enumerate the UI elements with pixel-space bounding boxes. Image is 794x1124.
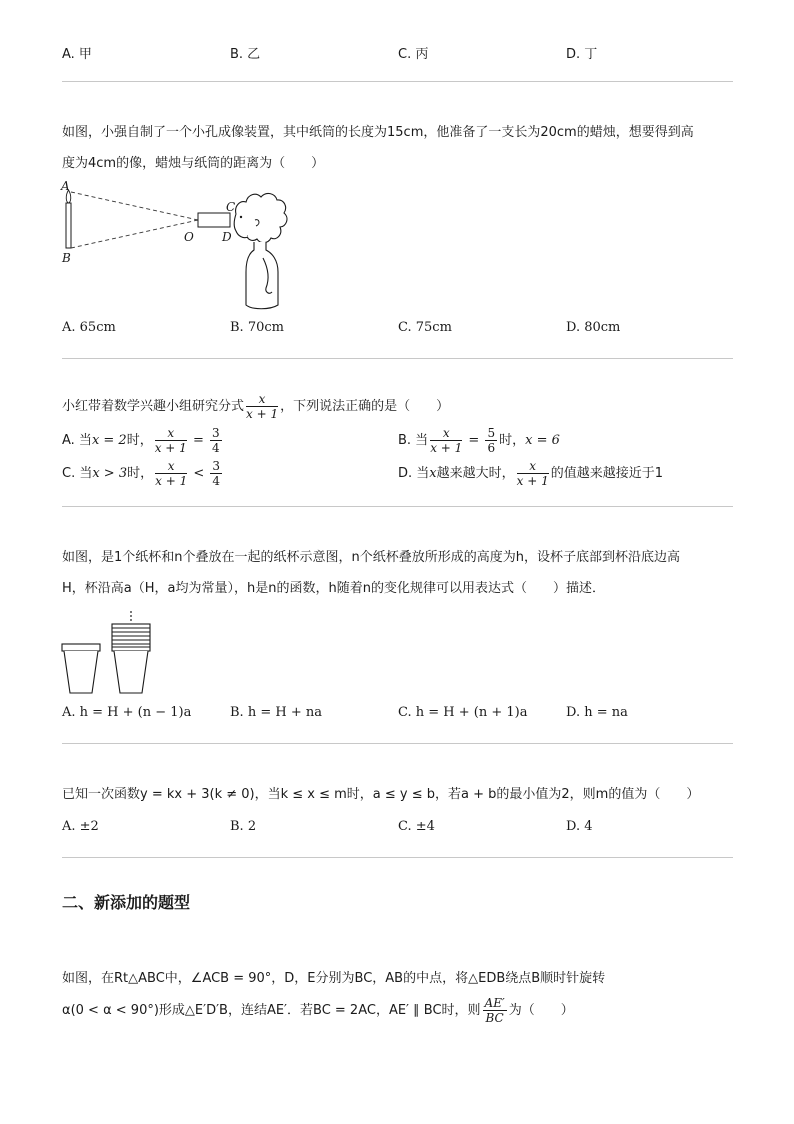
vertical-ellipsis-icon xyxy=(130,611,132,621)
fraction-x-over-x-plus-1 xyxy=(155,427,187,454)
divider xyxy=(62,857,733,858)
option-condition: x = 2 xyxy=(91,433,127,448)
label-C: C xyxy=(226,200,236,214)
q1-option-c: C. 75cm xyxy=(398,320,452,335)
fraction-3-4 xyxy=(210,460,222,487)
frac-denominator: x + 1 xyxy=(154,441,187,455)
q2-stem xyxy=(62,393,449,420)
boy-eye xyxy=(240,216,242,218)
q5-line2-post: 为（ ） xyxy=(508,1003,574,1018)
q4-option-d: D. 4 xyxy=(566,819,593,834)
option-relation: = xyxy=(464,433,484,448)
frac-denominator: BC xyxy=(485,1011,504,1025)
frac-numerator: 3 xyxy=(212,459,221,473)
option-mid: 时， xyxy=(126,433,153,448)
q5-stem-line2 xyxy=(62,997,574,1024)
option-variable: x xyxy=(429,466,437,481)
frac-denominator: x + 1 xyxy=(516,474,549,488)
option-mid: 时， xyxy=(499,433,526,448)
q1-stem-line2: 度为4cm的像，蜡烛与纸筒的距离为（ ） xyxy=(62,156,325,171)
ray-bottom xyxy=(71,220,198,248)
frac-numerator: 3 xyxy=(211,426,220,440)
label-D: D xyxy=(222,230,232,244)
option-relation: < xyxy=(189,466,209,481)
q2-option-c xyxy=(62,460,224,487)
q2-option-a xyxy=(62,427,224,454)
q3-option-a: A. h = H + (n − 1)a xyxy=(62,705,192,720)
fraction-x-over-x-plus-1 xyxy=(517,460,549,487)
fraction-x-over-x-plus-1 xyxy=(430,427,462,454)
q2-stem-pre: 小红带着数学兴趣小组研究分式 xyxy=(62,399,245,414)
q1-option-d: D. 80cm xyxy=(566,320,621,335)
q0-option-c: C. 丙 xyxy=(398,47,429,62)
frac-denominator: x + 1 xyxy=(246,407,279,421)
divider xyxy=(62,81,733,82)
label-B: B xyxy=(62,251,71,265)
q1-stem-line1: 如图，小强自制了一个小孔成像装置，其中纸筒的长度为15cm，他准备了一支长为20cm的蜡烛，想要得到高 xyxy=(62,125,694,140)
frac-denominator: x + 1 xyxy=(155,474,188,488)
option-post: 的值越来越接近于1 xyxy=(550,466,664,481)
q3-option-b: B. h = H + na xyxy=(230,705,322,720)
q2-option-b xyxy=(398,427,560,454)
q2-stem-post: ，下列说法正确的是（ ） xyxy=(280,399,450,414)
frac-numerator: x xyxy=(517,460,549,474)
frac-numerator: x xyxy=(155,427,187,441)
q4-stem: 已知一次函数y = kx + 3(k ≠ 0)，当k ≤ x ≤ m时，a ≤ y ≤ b，若a + b的最小值为2，则m的值为（ ） xyxy=(62,787,700,802)
q5-stem-line1: 如图，在Rt△ABC中，∠ACB = 90°，D，E分别为BC，AB的中点，将△EDB绕点B顺时针旋转 xyxy=(62,971,606,986)
ray-top xyxy=(71,192,198,220)
frac-numerator: x xyxy=(155,460,187,474)
q5-line2-pre: α(0 < α < 90°)形成△E′D′B，连结AE′．若BC = 2AC，AE′ ∥ BC时，则 xyxy=(62,1003,481,1018)
section-heading: 二、新添加的题型 xyxy=(62,893,191,912)
divider xyxy=(62,358,733,359)
option-prefix: C. 当 xyxy=(62,466,93,481)
q4-option-c: C. ±4 xyxy=(398,819,435,834)
frac-numerator: x xyxy=(430,427,462,441)
q2-option-d xyxy=(398,460,663,487)
label-O: O xyxy=(184,230,194,244)
fraction-3-4 xyxy=(210,427,222,454)
q1-option-b: B. 70cm xyxy=(230,320,284,335)
option-prefix: D. 当 xyxy=(398,466,430,481)
option-mid: 越来越大时， xyxy=(436,466,515,481)
q4-option-b: B. 2 xyxy=(230,819,257,834)
stacked-cups xyxy=(112,624,150,693)
q3-option-c: C. h = H + (n + 1)a xyxy=(398,705,528,720)
q1-option-a: A. 65cm xyxy=(62,320,116,335)
frac-numerator: AE′ xyxy=(484,996,505,1010)
frac-numerator: x xyxy=(246,393,278,407)
q5-fraction xyxy=(483,997,507,1024)
option-relation: = xyxy=(188,433,208,448)
frac-denominator: x + 1 xyxy=(430,441,463,455)
q0-option-d: D. 丁 xyxy=(566,47,598,62)
q3-stem-line1: 如图，是1个纸杯和n个叠放在一起的纸杯示意图，n个纸杯叠放所形成的高度为h，设杯子底部到杯沿底边高 xyxy=(62,550,680,565)
q2-fraction xyxy=(246,393,278,420)
label-A: A xyxy=(61,180,70,193)
q3-option-d: D. h = na xyxy=(566,705,628,720)
divider xyxy=(62,506,733,507)
divider xyxy=(62,743,733,744)
option-prefix: B. 当 xyxy=(398,433,429,448)
option-result: x = 6 xyxy=(525,433,560,448)
candle xyxy=(66,203,71,248)
paper-tube xyxy=(198,213,230,227)
q4-option-a: A. ±2 xyxy=(62,819,99,834)
fraction-5-6 xyxy=(485,427,497,454)
q0-option-a: A. 甲 xyxy=(62,47,92,62)
single-cup xyxy=(62,644,100,693)
frac-denominator: 4 xyxy=(211,441,220,455)
pinhole-camera-figure xyxy=(58,180,298,315)
boy-body xyxy=(246,242,278,309)
option-prefix: A. 当 xyxy=(62,433,92,448)
q0-option-b: B. 乙 xyxy=(230,47,261,62)
option-condition: x > 3 xyxy=(92,466,128,481)
frac-denominator: 4 xyxy=(212,474,221,488)
q3-stem-line2: H，杯沿高a（H，a均为常量），h是n的函数，h随着n的变化规律可以用表达式（ ）描述． xyxy=(62,581,605,596)
frac-denominator: 6 xyxy=(487,441,496,455)
option-mid: 时， xyxy=(127,466,154,481)
paper-cups-figure xyxy=(60,610,170,695)
fraction-x-over-x-plus-1 xyxy=(155,460,187,487)
frac-numerator: 5 xyxy=(487,426,496,440)
